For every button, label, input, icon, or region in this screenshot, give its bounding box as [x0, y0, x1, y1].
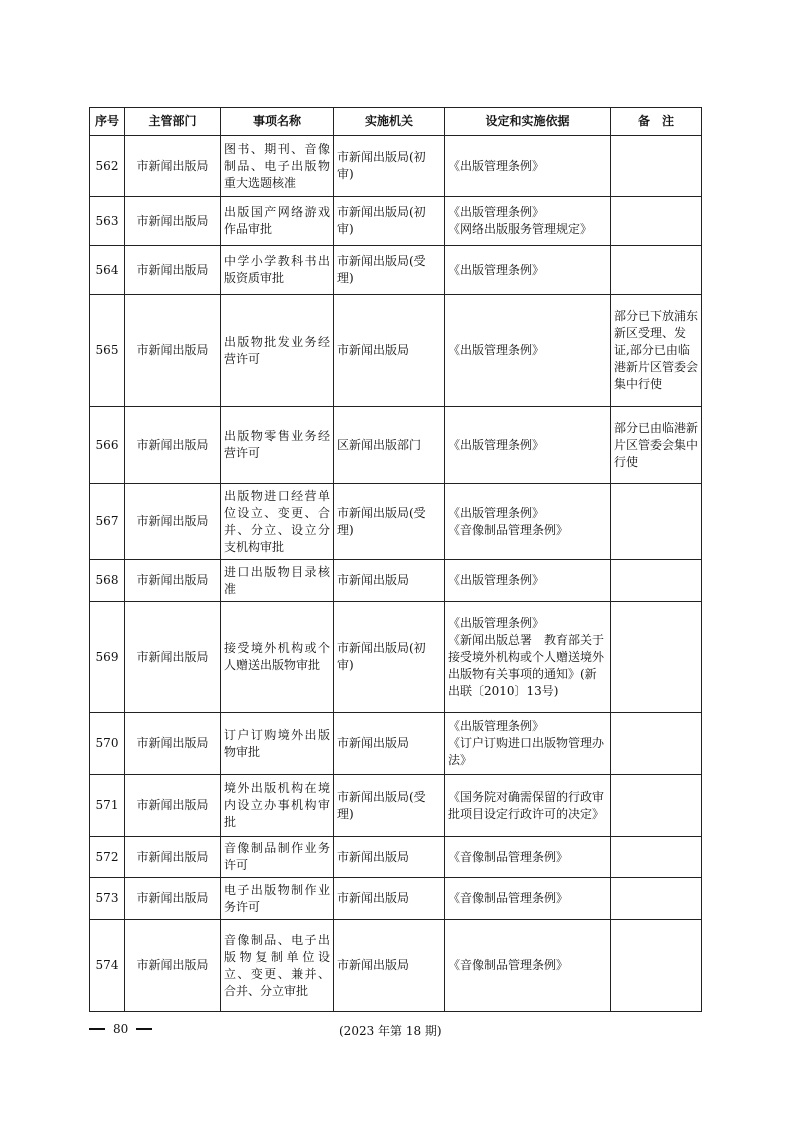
- row-note: [611, 920, 702, 1012]
- row-serial: 566: [90, 407, 125, 484]
- row-department: 市新闻出版局: [125, 246, 221, 295]
- row-department: 市新闻出版局: [125, 878, 221, 920]
- row-item-name: 出版国产网络游戏作品审批: [221, 197, 334, 246]
- permit-table: [89, 107, 702, 1012]
- row-serial: 573: [90, 878, 125, 920]
- row-authority: 市新闻出版局(受理): [334, 484, 445, 560]
- header-basis: 设定和实施依据: [445, 108, 611, 136]
- page-number: 80: [113, 1022, 129, 1036]
- table-row: [90, 197, 702, 246]
- row-note: 部分已由临港新片区管委会集中行使: [611, 407, 702, 484]
- table-header-row: [90, 108, 702, 136]
- dash-right: [136, 1028, 152, 1030]
- row-note: [611, 246, 702, 295]
- row-authority: 市新闻出版局: [334, 920, 445, 1012]
- row-serial: 564: [90, 246, 125, 295]
- row-authority: 市新闻出版局(受理): [334, 246, 445, 295]
- row-authority: 市新闻出版局: [334, 560, 445, 602]
- row-note: 部分已下放浦东新区受理、发证,部分已由临港新片区管委会集中行使: [611, 295, 702, 407]
- row-basis: 《出版管理条例》: [445, 560, 611, 602]
- row-item-name: 进口出版物目录核准: [221, 560, 334, 602]
- row-basis: 《出版管理条例》 《新闻出版总署 教育部关于接受境外机构或个人赠送境外出版物有关事项的通知》(新出联〔2010〕13号): [445, 602, 611, 713]
- table-row: [90, 484, 702, 560]
- header-department: 主管部门: [125, 108, 221, 136]
- row-item-name: 出版物零售业务经营许可: [221, 407, 334, 484]
- issue-label: (2023 年第 18 期): [339, 1024, 442, 1038]
- row-basis: 《出版管理条例》 《订户订购进口出版物管理办法》: [445, 713, 611, 775]
- row-department: 市新闻出版局: [125, 775, 221, 837]
- table-row: [90, 713, 702, 775]
- row-serial: 569: [90, 602, 125, 713]
- header-item-name: 事项名称: [221, 108, 334, 136]
- row-note: [611, 775, 702, 837]
- row-serial: 567: [90, 484, 125, 560]
- row-serial: 571: [90, 775, 125, 837]
- row-basis: 《出版管理条例》 《网络出版服务管理规定》: [445, 197, 611, 246]
- row-item-name: 音像制品制作业务许可: [221, 837, 334, 878]
- row-department: 市新闻出版局: [125, 920, 221, 1012]
- row-basis: 《国务院对确需保留的行政审批项目设定行政许可的决定》: [445, 775, 611, 837]
- row-authority: 市新闻出版局(初审): [334, 136, 445, 197]
- row-department: 市新闻出版局: [125, 713, 221, 775]
- row-item-name: 接受境外机构或个人赠送出版物审批: [221, 602, 334, 713]
- row-note: [611, 837, 702, 878]
- row-basis: 《音像制品管理条例》: [445, 920, 611, 1012]
- row-serial: 563: [90, 197, 125, 246]
- row-serial: 562: [90, 136, 125, 197]
- row-item-name: 出版物进口经营单位设立、变更、合并、分立、设立分支机构审批: [221, 484, 334, 560]
- row-basis: 《音像制品管理条例》: [445, 837, 611, 878]
- row-note: [611, 560, 702, 602]
- row-basis: 《出版管理条例》: [445, 246, 611, 295]
- row-note: [611, 713, 702, 775]
- table-row: [90, 136, 702, 197]
- row-department: 市新闻出版局: [125, 295, 221, 407]
- table-row: [90, 407, 702, 484]
- row-authority: 市新闻出版局: [334, 878, 445, 920]
- row-item-name: 订户订购境外出版物审批: [221, 713, 334, 775]
- row-note: [611, 136, 702, 197]
- row-note: [611, 197, 702, 246]
- row-department: 市新闻出版局: [125, 837, 221, 878]
- dash-left: [89, 1028, 105, 1030]
- row-serial: 565: [90, 295, 125, 407]
- header-serial: 序号: [90, 108, 125, 136]
- page-number-group: [89, 1022, 152, 1036]
- table-row: [90, 837, 702, 878]
- row-authority: 市新闻出版局(受理): [334, 775, 445, 837]
- row-authority: 市新闻出版局: [334, 295, 445, 407]
- table-row: [90, 246, 702, 295]
- row-note: [611, 484, 702, 560]
- table-row: [90, 775, 702, 837]
- row-basis: 《音像制品管理条例》: [445, 878, 611, 920]
- row-authority: 市新闻出版局: [334, 713, 445, 775]
- row-item-name: 音像制品、电子出版物复制单位设立、变更、兼并、合并、分立审批: [221, 920, 334, 1012]
- row-serial: 574: [90, 920, 125, 1012]
- row-serial: 568: [90, 560, 125, 602]
- row-serial: 572: [90, 837, 125, 878]
- table-row: [90, 602, 702, 713]
- row-basis: 《出版管理条例》: [445, 407, 611, 484]
- row-basis: 《出版管理条例》: [445, 295, 611, 407]
- row-authority: 区新闻出版部门: [334, 407, 445, 484]
- row-department: 市新闻出版局: [125, 560, 221, 602]
- table-row: [90, 878, 702, 920]
- table-row: [90, 560, 702, 602]
- row-item-name: 中学小学教科书出版资质审批: [221, 246, 334, 295]
- row-item-name: 出版物批发业务经营许可: [221, 295, 334, 407]
- row-note: [611, 878, 702, 920]
- row-basis: 《出版管理条例》 《音像制品管理条例》: [445, 484, 611, 560]
- row-department: 市新闻出版局: [125, 484, 221, 560]
- row-department: 市新闻出版局: [125, 197, 221, 246]
- table-row: [90, 920, 702, 1012]
- row-item-name: 电子出版物制作业务许可: [221, 878, 334, 920]
- row-note: [611, 602, 702, 713]
- row-basis: 《出版管理条例》: [445, 136, 611, 197]
- row-item-name: 图书、期刊、音像制品、电子出版物重大选题核准: [221, 136, 334, 197]
- page-footer: [89, 1022, 703, 1040]
- row-authority: 市新闻出版局: [334, 837, 445, 878]
- row-department: 市新闻出版局: [125, 407, 221, 484]
- row-department: 市新闻出版局: [125, 136, 221, 197]
- header-authority: 实施机关: [334, 108, 445, 136]
- row-authority: 市新闻出版局(初审): [334, 602, 445, 713]
- row-item-name: 境外出版机构在境内设立办事机构审批: [221, 775, 334, 837]
- table-row: [90, 295, 702, 407]
- header-note: 备 注: [611, 108, 702, 136]
- row-department: 市新闻出版局: [125, 602, 221, 713]
- row-serial: 570: [90, 713, 125, 775]
- row-authority: 市新闻出版局(初审): [334, 197, 445, 246]
